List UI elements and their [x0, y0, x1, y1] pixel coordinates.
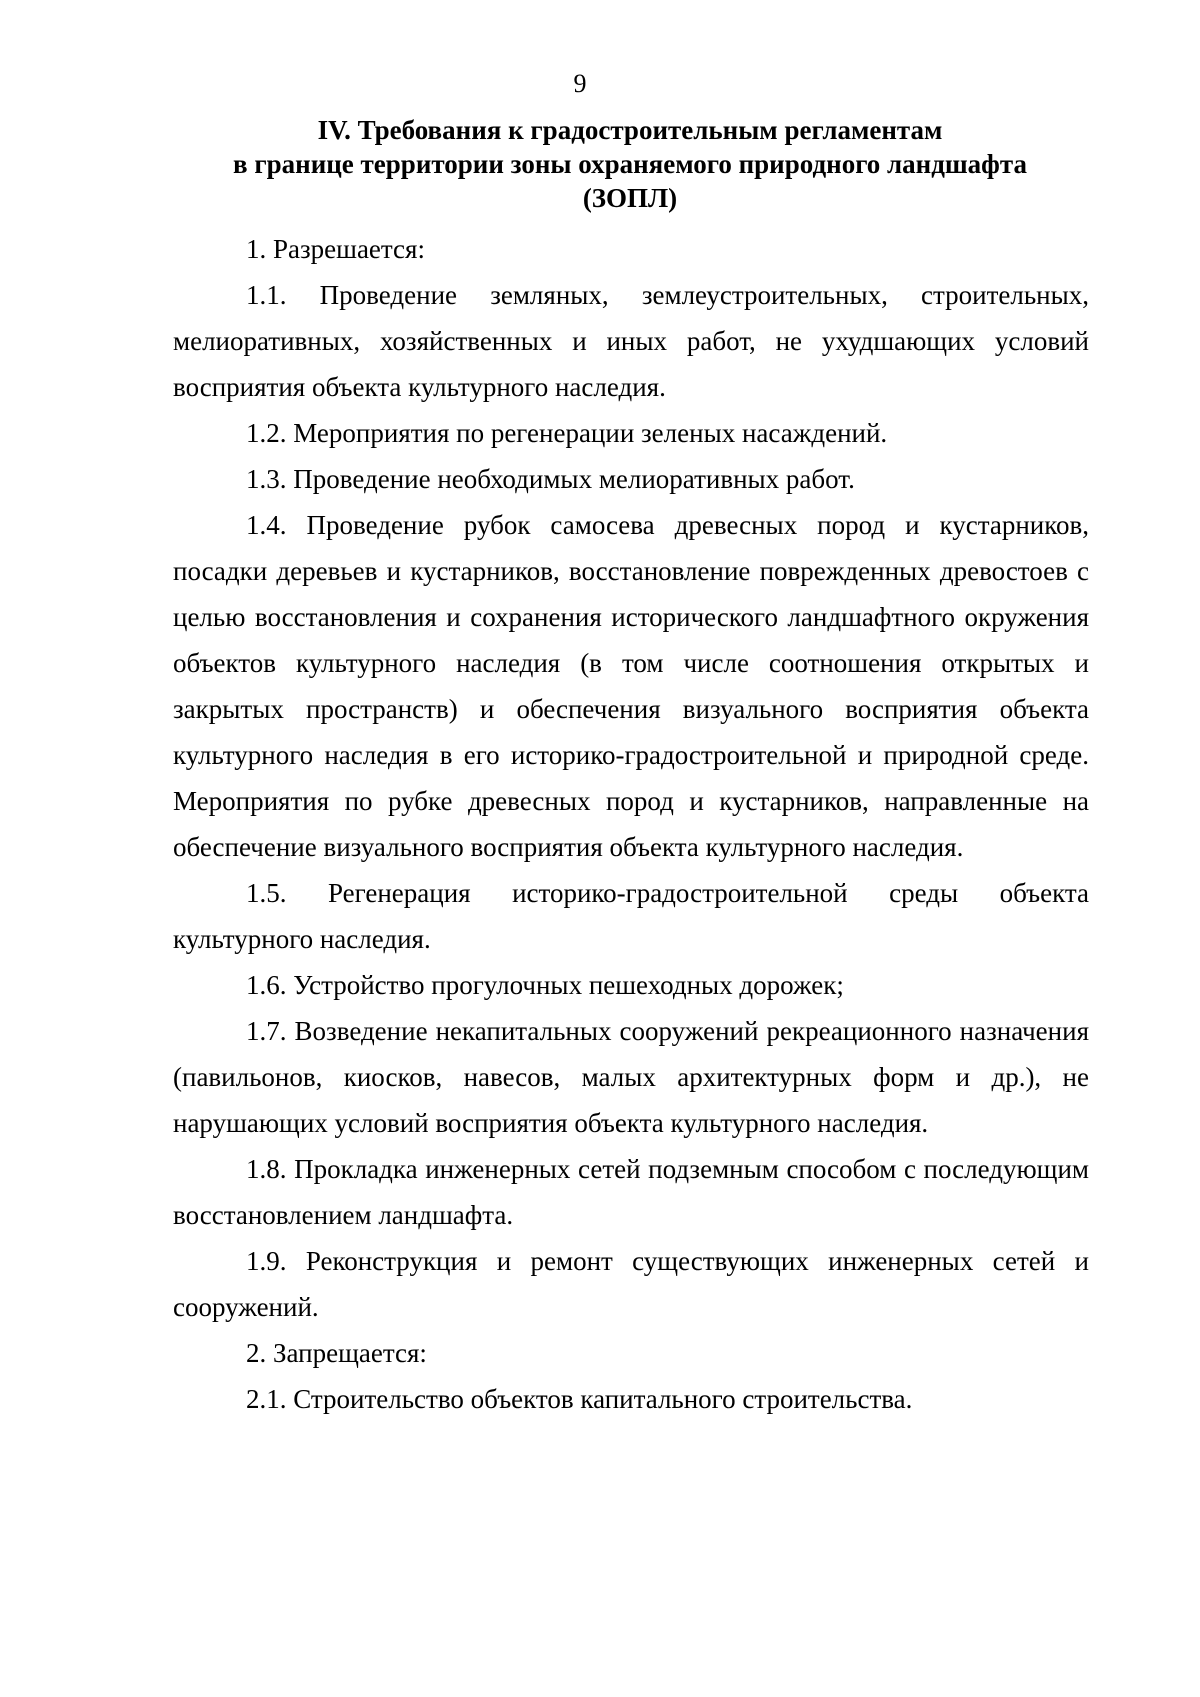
- paragraph-1-5: 1.5. Регенерация историко-градостроительной среды объекта культурного наследия.: [173, 878, 1089, 954]
- paragraph-allowed: 1. Разрешается:: [246, 234, 425, 264]
- paragraph-1-1: 1.1. Проведение земляных, землеустроительных, строительных, мелиоративных, хозяйственных и иных работ, не ухудшающих условий восприятия объекта культурного наследия.: [173, 280, 1089, 402]
- document-body: [173, 226, 1089, 1422]
- paragraph-1-7: 1.7. Возведение некапитальных сооружений рекреационного назначения (павильонов, киосков, навесов, малых архитектурных форм и др.), не нарушающих условий восприятия объекта культурного наследия.: [173, 1016, 1089, 1138]
- heading-line-2: в границе территории зоны охраняемого природного ландшафта: [233, 149, 1027, 179]
- paragraph-1-2: 1.2. Мероприятия по регенерации зеленых насаждений.: [246, 418, 888, 448]
- paragraph-1-9: 1.9. Реконструкция и ремонт существующих инженерных сетей и сооружений.: [173, 1246, 1089, 1322]
- heading-line-3: (ЗОПЛ): [582, 183, 678, 213]
- paragraph-1-4: 1.4. Проведение рубок самосева древесных пород и кустарников, посадки деревьев и кустарников, восстановление поврежденных древостоев с целью восстановления и сохранения исторического ландшафтного окружения объектов культурного наследия (в том числе соотношения открытых и закрытых пространств) и обеспечения визуального восприятия объекта культурного наследия в его историко-градостроительной и природной среде. Мероприятия по рубке древесных пород и кустарников, направленные на обеспечение визуального восприятия объекта культурного наследия.: [173, 510, 1089, 862]
- paragraph-1-8: 1.8. Прокладка инженерных сетей подземным способом с последующим восстановлением ландшафта.: [173, 1154, 1089, 1230]
- paragraph-prohibited: 2. Запрещается:: [246, 1338, 427, 1368]
- section-heading: [170, 113, 1090, 215]
- paragraph-1-6: 1.6. Устройство прогулочных пешеходных дорожек;: [246, 970, 844, 1000]
- paragraph-2-1: 2.1. Строительство объектов капитального строительства.: [246, 1384, 913, 1414]
- paragraph-1-3: 1.3. Проведение необходимых мелиоративных работ.: [246, 464, 855, 494]
- page-number: 9: [573, 69, 587, 98]
- heading-line-1: IV. Требования к градостроительным регламентам: [317, 115, 943, 145]
